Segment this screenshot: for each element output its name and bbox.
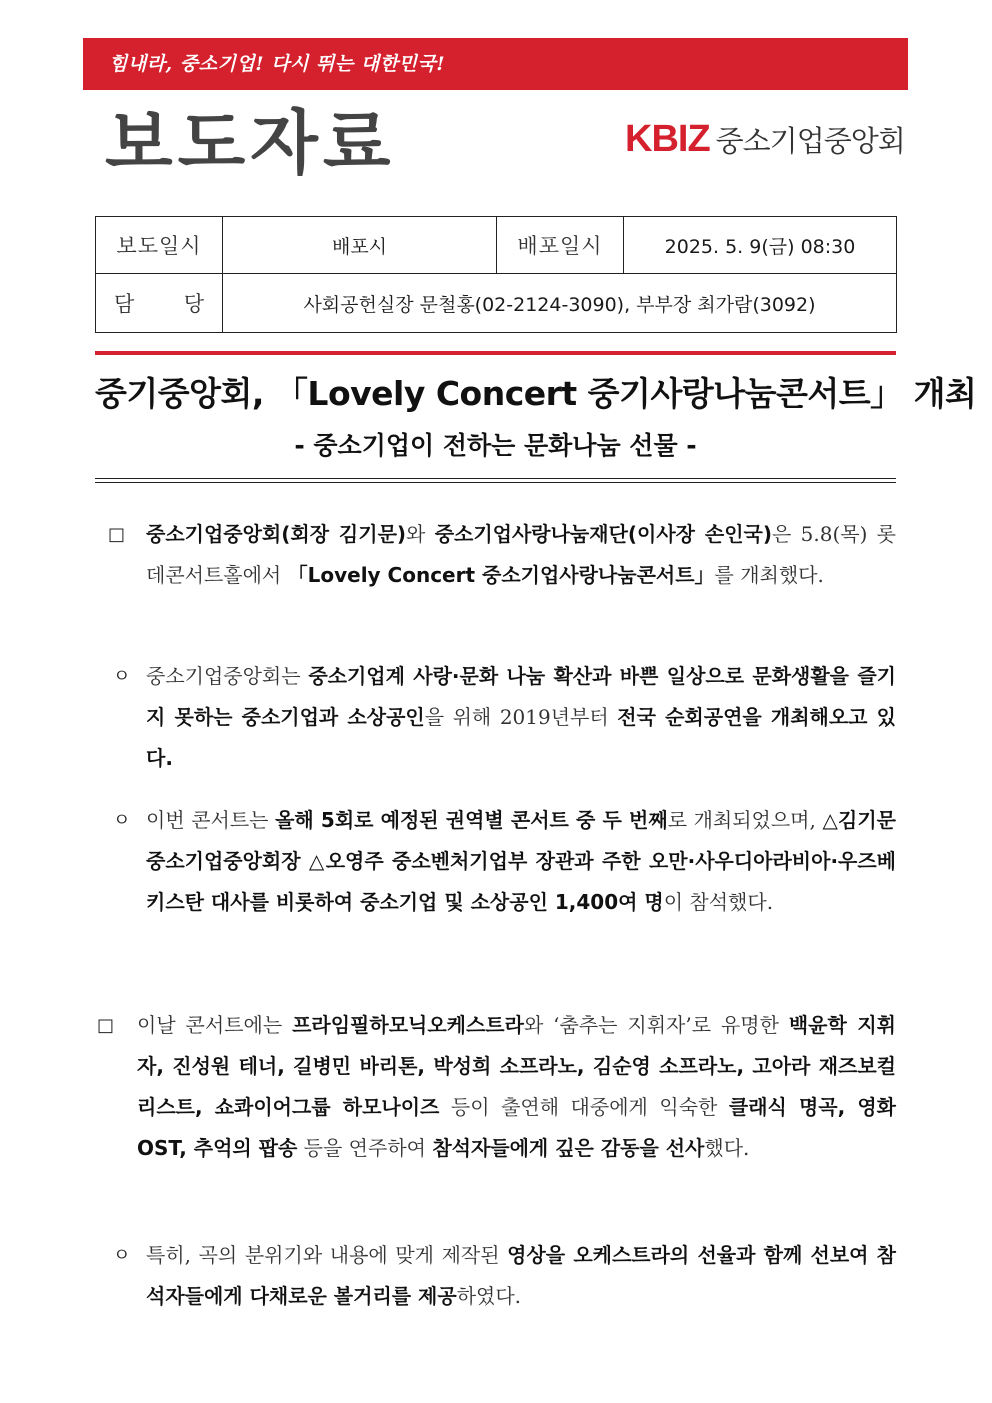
circle-bullet: ㅇ (113, 666, 131, 687)
divider-double (95, 478, 896, 483)
distribute-value: 2025. 5. 9(금) 08:30 (624, 217, 897, 274)
paragraph-4: 이날 콘서트에는 프라임필하모닉오케스트라와 ‘춤추는 지휘자’로 유명한 백윤학 지휘자, 진성원 테너, 길병민 바리톤, 박성희 소프라노, 김순영 소프라노, 고아라 재즈보컬리스트, 쇼콰이어그룹 하모나이즈 등이 출연해 대중에게 익숙한 클래식 명곡, 영화 OST, 추억의 팝송 등을 연주하여 참석자들에게 깊은 감동을 선사했다. (137, 1013, 896, 1160)
table-row (96, 217, 897, 274)
contact-value: 사회공헌실장 문철홍(02-2124-3090), 부부장 최가람(3092) (223, 274, 897, 333)
paragraph-1: 중소기업중앙회(회장 김기문)와 중소기업사랑나눔재단(이사장 손인국)은 5.8(목) 롯데콘서트홀에서 「Lovely Concert 중소기업사랑나눔콘서트」를 개최했다. (146, 522, 897, 587)
contact-label-part: 당 (183, 292, 204, 316)
doc-type-title: 보도자료 (105, 102, 396, 184)
kbiz-logo (625, 117, 905, 161)
paragraph-3: 이번 콘서트는 올해 5회로 예정된 권역별 콘서트 중 두 번째로 개최되었으며, △김기문 중소기업중앙회장 △오영주 중소벤처기업부 장관과 주한 오만·사우디아라비아·우즈베키스탄 대사를 비롯하여 중소기업 및 소상공인 1,400여 명이 참석했다. (146, 808, 896, 914)
contact-label-part: 담 (114, 292, 135, 316)
slogan-text: 힘내라, 중소기업! 다시 뛰는 대한민국! (109, 53, 446, 75)
square-bullet: □ (108, 524, 126, 545)
logo-org-name: 중소기업중앙회 (715, 123, 905, 158)
slogan-banner (83, 38, 908, 90)
circle-bullet: ㅇ (113, 1245, 131, 1266)
square-bullet: □ (97, 1015, 115, 1036)
logo-mark: KBIZ (625, 117, 710, 160)
paragraph-2: 중소기업중앙회는 중소기업계 사랑·문화 나눔 확산과 바쁜 일상으로 문화생활을 즐기지 못하는 중소기업과 소상공인을 위해 2019년부터 전국 순회공연을 개최해오고 있다. (146, 664, 896, 770)
release-value: 배포시 (223, 217, 497, 274)
headline-title: 중기중앙회, 「Lovely Concert 중기사랑나눔콘서트」 개최 (95, 374, 977, 413)
release-label: 보도일시 (96, 217, 223, 274)
contact-label (96, 274, 223, 333)
circle-bullet: ㅇ (113, 810, 131, 831)
paragraph-5: 특히, 곡의 분위기와 내용에 맞게 제작된 영상을 오케스트라의 선율과 함께 선보여 참석자들에게 다채로운 볼거리를 제공하였다. (146, 1243, 897, 1308)
divider-red (95, 351, 896, 355)
headline-subtitle: - 중소기업이 전하는 문화나눔 선물 - (294, 431, 697, 460)
table-row (96, 274, 897, 333)
distribute-label: 배포일시 (497, 217, 624, 274)
release-info-table (95, 216, 897, 333)
